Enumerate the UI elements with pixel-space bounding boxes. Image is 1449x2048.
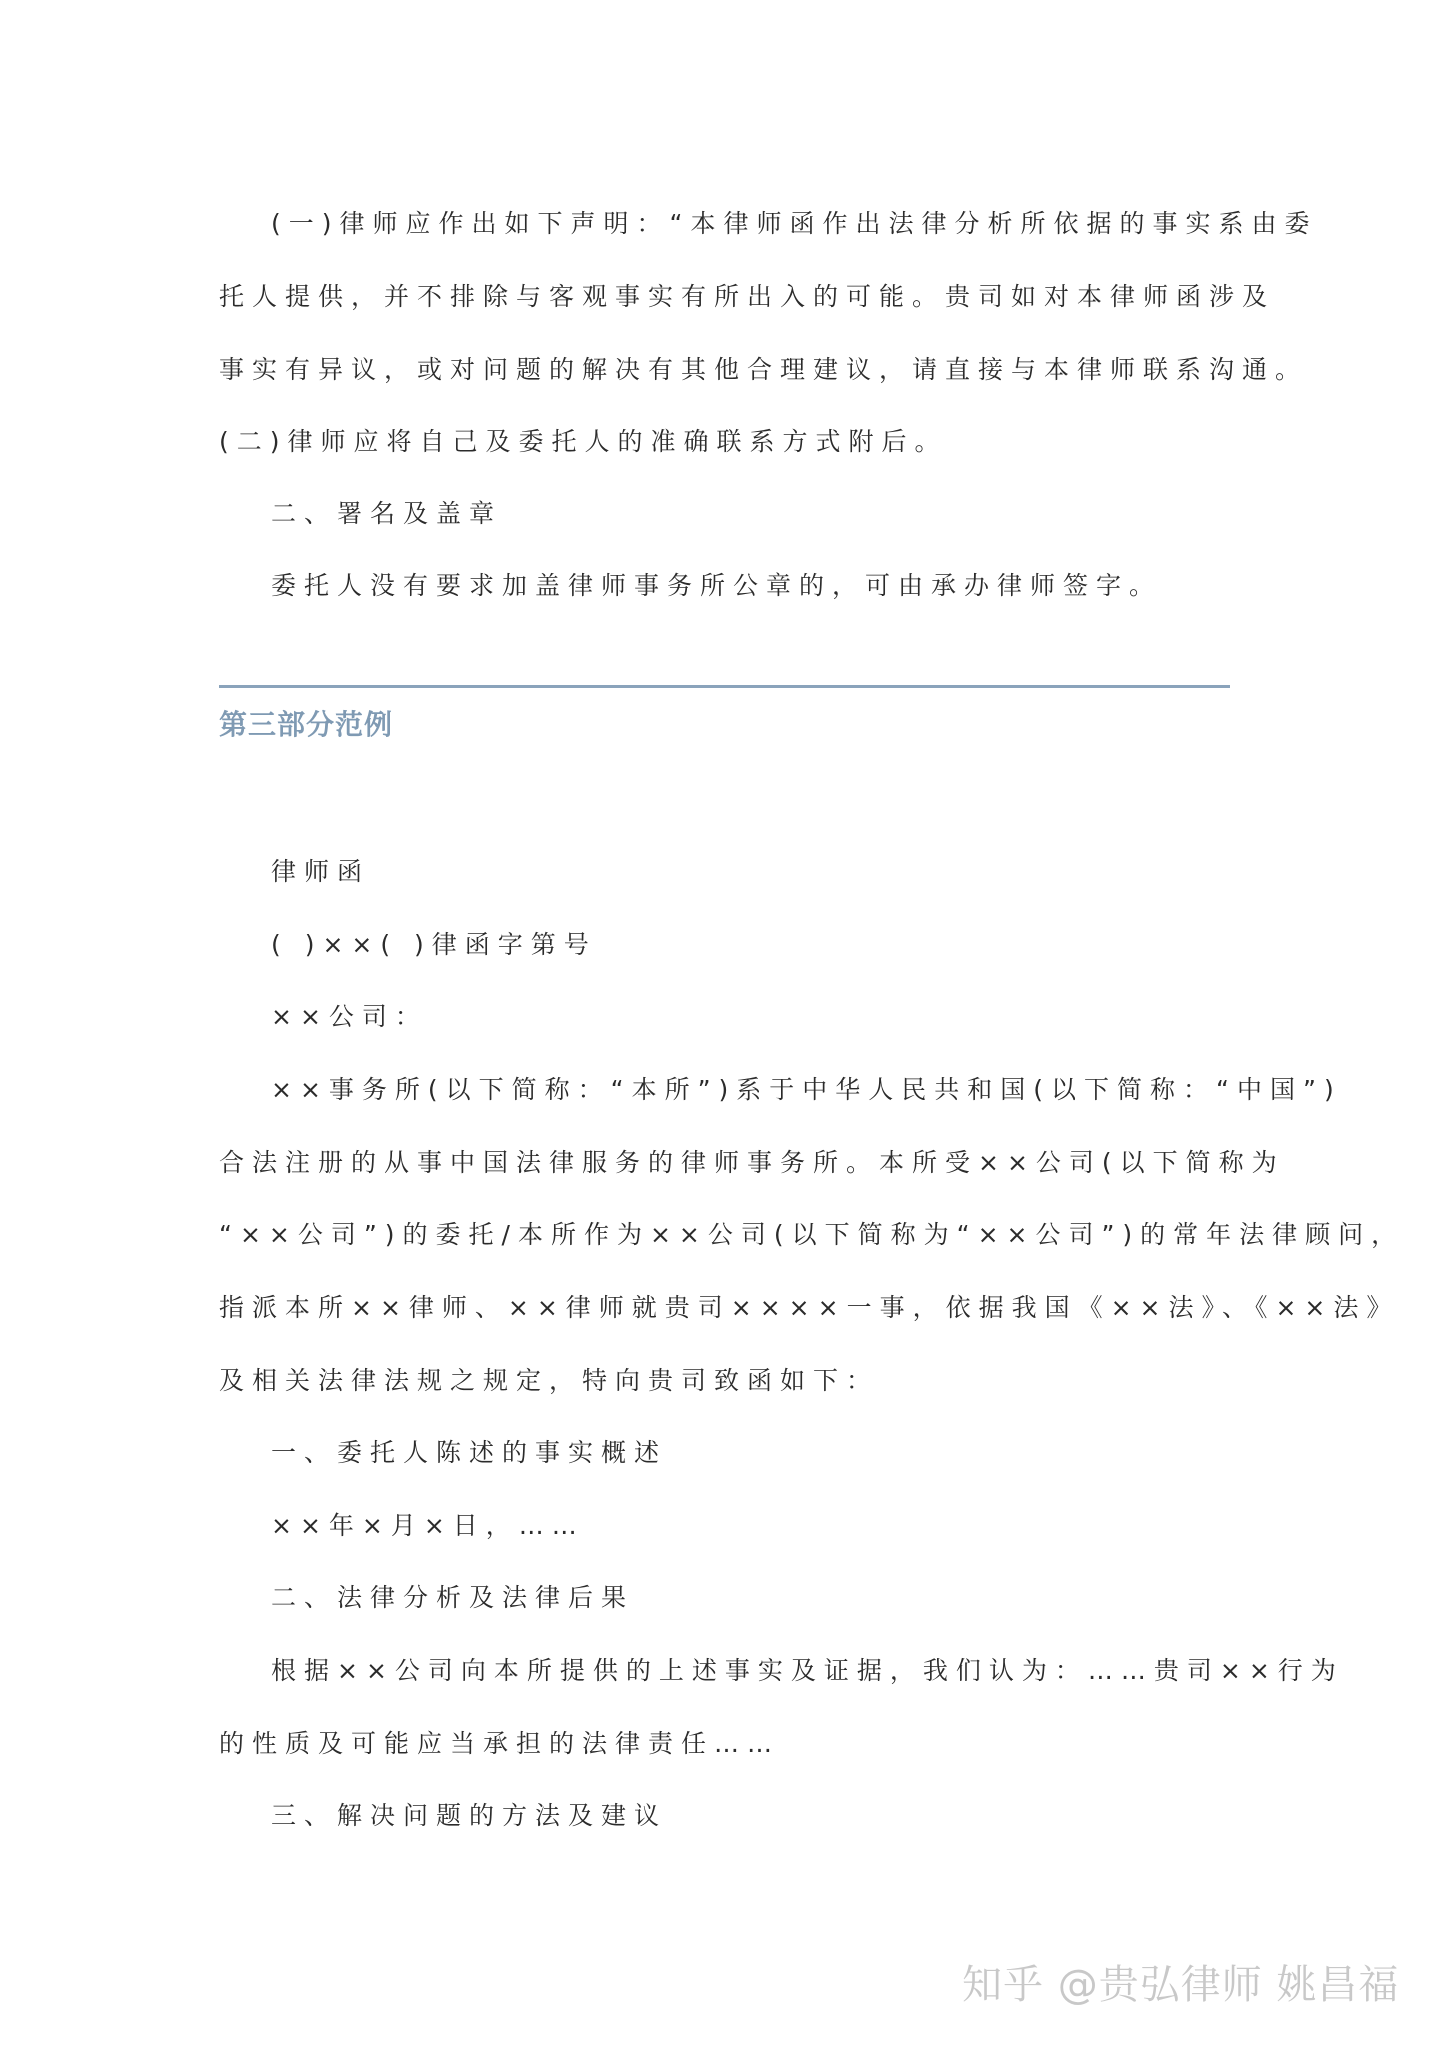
paragraph-line: 委托人没有要求加盖律师事务所公章的，可由承办律师签字。 [271,571,1163,600]
letter-title: 律师函 [271,857,371,886]
reference-number: ( )××( )律函字第号 [271,930,597,959]
paragraph-line: ××事务所(以下简称：“本所”)系于中华人民共和国(以下简称：“中国”) [271,1075,1342,1104]
section-heading: 三、解决问题的方法及建议 [271,1801,668,1830]
section-divider [219,685,1230,688]
paragraph-line: 指派本所××律师、××律师就贵司××××一事，依据我国《××法》、《××法》 [219,1293,1400,1322]
paragraph-line: 事实有异议，或对问题的解决有其他合理建议，请直接与本律师联系沟通。 [219,355,1309,384]
paragraph-line: 根据××公司向本所提供的上述事实及证据，我们认为：……贵司××行为 [271,1656,1344,1685]
part-title: 第三部分范例 [219,708,394,741]
paragraph-line: 及相关法律法规之规定，特向贵司致函如下： [219,1366,880,1395]
paragraph-line: (一)律师应作出如下声明：“本律师函作出法律分析所依据的事实系由委 [271,209,1318,238]
section-heading: 一、委托人陈述的事实概述 [271,1438,668,1467]
paragraph-line: (二)律师应将自己及委托人的准确联系方式附后。 [219,427,948,456]
section-heading: 二、署名及盖章 [271,499,503,528]
addressee: ××公司： [271,1002,428,1031]
paragraph-line: “××公司”)的委托/本所作为××公司(以下简称为“××公司”)的常年法律顾问， [219,1220,1405,1249]
paragraph-line: ××年×月×日，…… [271,1511,585,1540]
paragraph-line: 合法注册的从事中国法律服务的律师事务所。本所受××公司(以下简称为 [219,1148,1285,1177]
section-heading: 二、法律分析及法律后果 [271,1583,635,1612]
paragraph-line: 托人提供，并不排除与客观事实有所出入的可能。贵司如对本律师函涉及 [219,282,1276,311]
paragraph-line: 的性质及可能应当承担的法律责任…… [219,1729,781,1758]
watermark: 知乎 @贵弘律师 姚昌福 [962,1962,1400,2008]
